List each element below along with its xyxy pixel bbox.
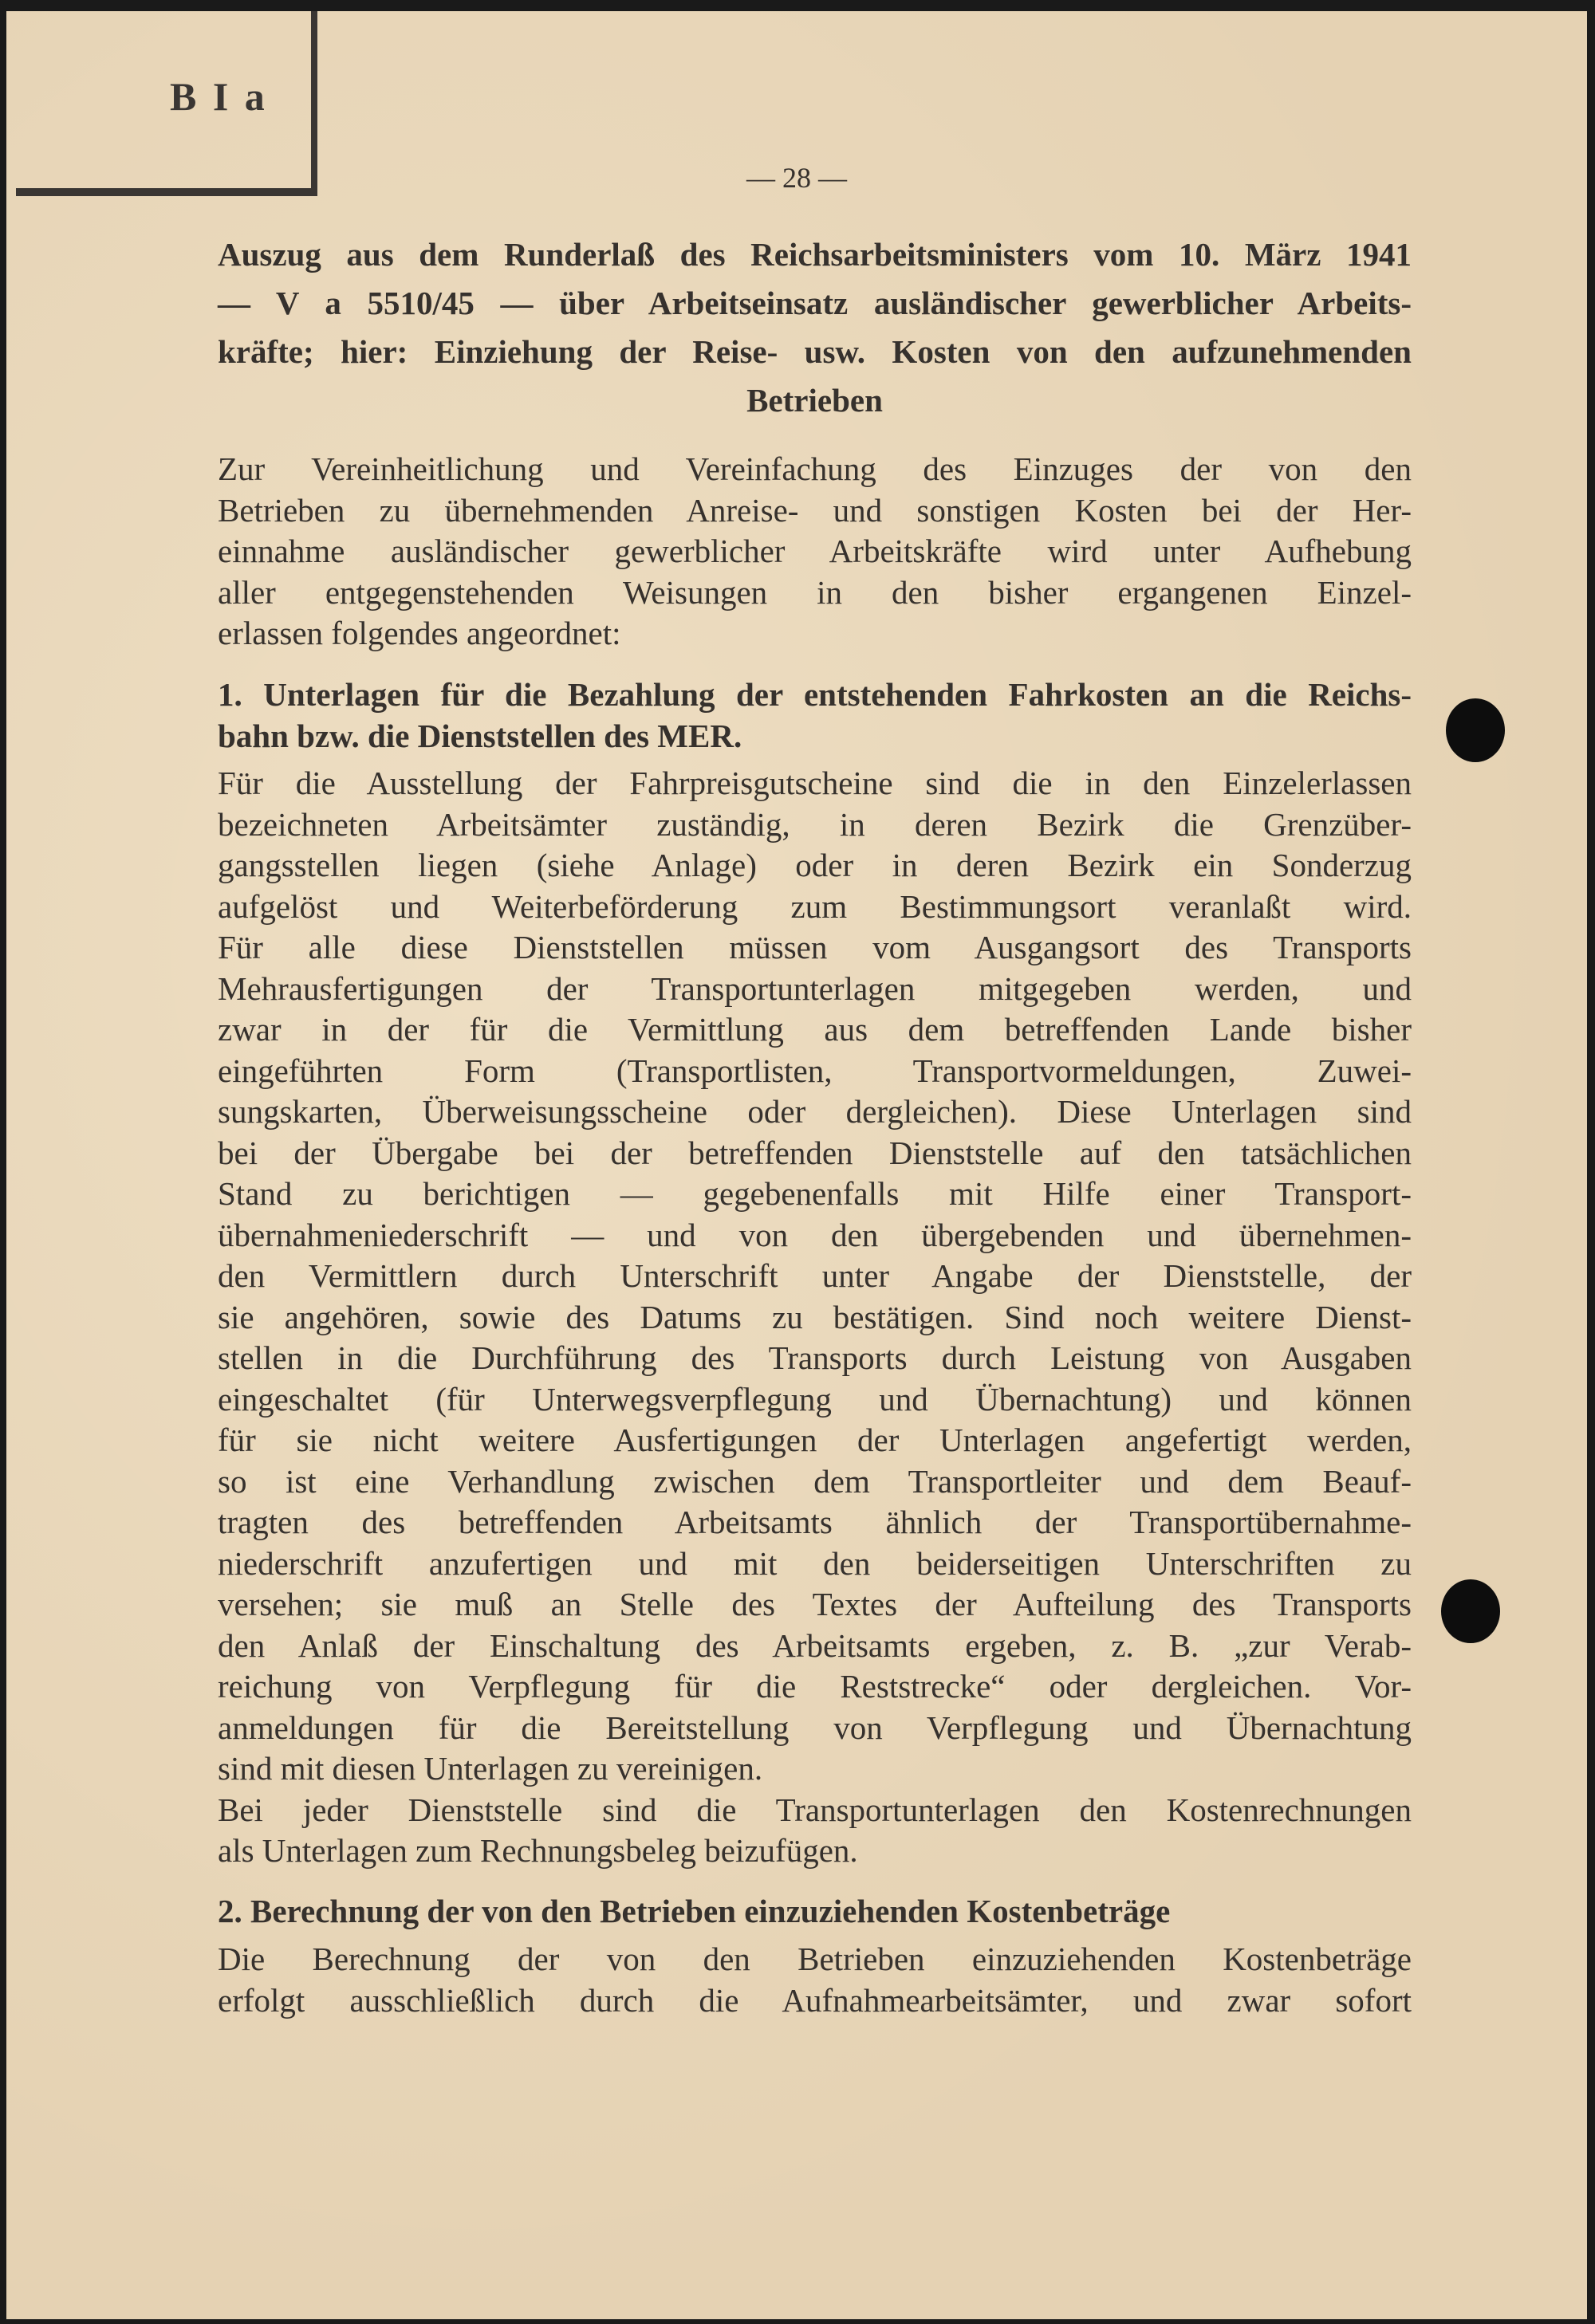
text-line: anmeldungen für die Bereitstellung von Verpflegung und Übernachtung <box>218 1709 1412 1746</box>
text-line: als Unterlagen zum Rechnungsbeleg beizufügen. <box>218 1832 858 1869</box>
section-label: B I a <box>170 74 268 119</box>
section-2-heading <box>218 1891 1412 1933</box>
section-1-body <box>218 763 1412 1872</box>
text-line: erfolgt ausschließlich durch die Aufnahmearbeitsämter, und zwar sofort <box>218 1981 1412 2019</box>
text-line: so ist eine Verhandlung zwischen dem Transportleiter und dem Beauf- <box>218 1462 1412 1500</box>
text-line: tragten des betreffenden Arbeitsamts ähnlich der Transportübernahme- <box>218 1504 1412 1540</box>
text-line: sind mit diesen Unterlagen zu vereinigen. <box>218 1750 763 1787</box>
text-line: Die Berechnung der von den Betrieben einzuziehenden Kostenbeträge <box>218 1941 1412 1977</box>
text-line: zwar in der für die Vermittlung aus dem betreffenden Lande bisher <box>218 1011 1412 1048</box>
text-line: den Anlaß der Einschaltung des Arbeitsamts ergeben, z. B. „zur Verab- <box>218 1626 1412 1664</box>
text-line: erlassen folgendes angeordnet: <box>218 615 621 651</box>
text-line: eingeführten Form (Transportlisten, Transportvormeldungen, Zuwei- <box>218 1052 1412 1089</box>
text-line: Stand zu berichtigen — gegebenenfalls mit Hilfe einer Transport- <box>218 1175 1412 1212</box>
punch-hole <box>1446 698 1505 762</box>
text-line: niederschrift anzufertigen und mit den beiderseitigen Unterschriften zu <box>218 1544 1412 1582</box>
text-line: übernahmeniederschrift — und von den übergebenden und übernehmen- <box>218 1216 1412 1253</box>
text-line: Auszug aus dem Runderlaß des Reichsarbeitsministers vom 10. März 1941 <box>218 236 1412 273</box>
text-line: — V a 5510/45 — über Arbeitseinsatz ausländischer gewerblicher Arbeits- <box>218 285 1412 321</box>
text-line: bezeichneten Arbeitsämter zuständig, in deren Bezirk die Grenzüber- <box>218 805 1412 843</box>
text-line: versehen; sie muß an Stelle des Textes der Aufteilung des Transports <box>218 1586 1412 1622</box>
text-line: reichung von Verpflegung für die Reststrecke“ oder dergleichen. Vor- <box>218 1668 1412 1705</box>
text-line: den Vermittlern durch Unterschrift unter Angabe der Dienststelle, der <box>218 1257 1412 1294</box>
document-page <box>6 11 1587 2319</box>
text-line: sie angehören, sowie des Datums zu bestätigen. Sind noch weitere Dienst- <box>218 1298 1412 1335</box>
text-line: aufgelöst und Weiterbeförderung zum Bestimmungsort veranlaßt wird. <box>218 887 1412 925</box>
text-line: bei der Übergabe bei der betreffenden Dienststelle auf den tatsächlichen <box>218 1134 1412 1171</box>
intro-paragraph <box>218 449 1412 655</box>
section-2-body <box>218 1939 1412 2021</box>
text-line: gangsstellen liegen (siehe Anlage) oder in deren Bezirk ein Sonderzug <box>218 847 1412 883</box>
text-line: bahn bzw. die Dienststellen des MER. <box>218 717 742 754</box>
text-line: sungskarten, Überweisungsscheine oder dergleichen). Diese Unterlagen sind <box>218 1093 1412 1130</box>
text-line: für sie nicht weitere Ausfertigungen der Unterlagen angefertigt werden, <box>218 1422 1412 1458</box>
text-line: Bei jeder Dienststelle sind die Transportunterlagen den Kostenrechnungen <box>218 1791 1412 1828</box>
document-title <box>218 230 1412 425</box>
text-line: 2. Berechnung der von den Betrieben einzuziehenden Kostenbeträge <box>218 1893 1171 1929</box>
punch-hole <box>1441 1579 1500 1643</box>
text-line: 1. Unterlagen für die Bezahlung der entstehenden Fahrkosten an die Reichs- <box>218 676 1412 713</box>
section-1-heading <box>218 674 1412 757</box>
text-line: kräfte; hier: Einziehung der Reise- usw. Kosten von den aufzunehmenden <box>218 333 1412 370</box>
text-line: Zur Vereinheitlichung und Vereinfachung des Einzuges der von den <box>218 450 1412 487</box>
text-line: einnahme ausländischer gewerblicher Arbeitskräfte wird unter Aufhebung <box>218 533 1412 569</box>
text-line: aller entgegenstehenden Weisungen in den bisher ergangenen Einzel- <box>218 573 1412 611</box>
text-line: Betrieben zu übernehmenden Anreise- und sonstigen Kosten bei der Her- <box>218 491 1412 529</box>
page-number: — 28 — <box>746 162 847 194</box>
text-line: Mehrausfertigungen der Transportunterlagen mitgegeben werden, und <box>218 969 1412 1007</box>
text-line: Für die Ausstellung der Fahrpreisgutscheine sind die in den Einzelerlassen <box>218 765 1412 801</box>
text-line: Betrieben <box>746 382 883 419</box>
text-line: eingeschaltet (für Unterwegsverpflegung und Übernachtung) und können <box>218 1380 1412 1418</box>
text-line: stellen in die Durchführung des Transports durch Leistung von Ausgaben <box>218 1339 1412 1376</box>
text-line: Für alle diese Dienststellen müssen vom Ausgangsort des Transports <box>218 929 1412 965</box>
